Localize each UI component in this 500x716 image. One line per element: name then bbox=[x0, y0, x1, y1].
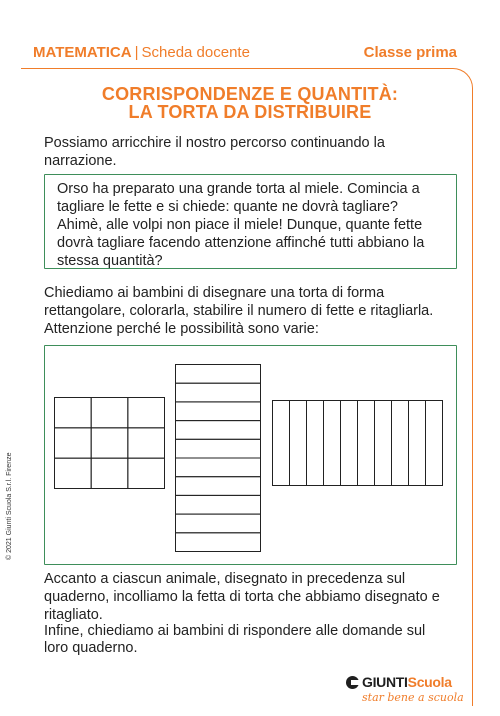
story-line-2: tagliare le fette e si chiede: quante ne dovrà tagliare? bbox=[57, 199, 398, 215]
cake-grid-3x3-slice bbox=[55, 398, 92, 428]
intro-line-1: Possiamo arricchire il nostro percorso continuando la bbox=[44, 135, 385, 151]
cake-horizontal-strips-slice bbox=[176, 439, 261, 458]
closing-line-5: loro quaderno. bbox=[44, 640, 138, 656]
closing-line-1: Accanto a ciascun animale, disegnato in precedenza sul bbox=[44, 571, 406, 587]
page-title-line-2: LA TORTA DA DISTRIBUIRE bbox=[128, 102, 372, 122]
cake-horizontal-strips bbox=[175, 364, 261, 552]
cake-vertical-strips-slice bbox=[409, 401, 426, 486]
cake-vertical-strips-drawing bbox=[272, 400, 443, 486]
page-title-line-1: CORRISPONDENZE E QUANTITÀ: bbox=[101, 84, 399, 104]
copyright-notice: © 2021 Giunti Scuola S.r.l. Firenze bbox=[6, 452, 13, 560]
cake-vertical-strips-slice bbox=[358, 401, 375, 486]
logo-tagline: star bene a scuola bbox=[362, 691, 464, 704]
story-line-1: Orso ha preparato una grande torta al miele. Comincia a bbox=[57, 181, 420, 197]
cake-vertical-strips-slice bbox=[392, 401, 409, 486]
cake-vertical-strips-slice bbox=[426, 401, 443, 486]
cake-horizontal-strips-slice bbox=[176, 514, 261, 533]
closing-line-3: ritagliato. bbox=[44, 607, 103, 623]
cake-vertical-strips-slice bbox=[290, 401, 307, 486]
sheet-type-label: Scheda docente bbox=[141, 44, 250, 61]
cake-grid-3x3-slice bbox=[91, 428, 128, 458]
cake-grid-3x3-drawing bbox=[54, 397, 165, 489]
closing-line-2: quaderno, incolliamo la fetta di torta che abbiamo disegnato e bbox=[44, 589, 440, 605]
cake-grid-3x3-slice bbox=[128, 458, 165, 488]
cake-grid-3x3 bbox=[54, 397, 165, 489]
cake-horizontal-strips-slice bbox=[176, 533, 261, 552]
cake-vertical-strips-slice bbox=[324, 401, 341, 486]
story-line-4: dovrà tagliare facendo attenzione affinché tutti abbiano la bbox=[57, 235, 425, 251]
cake-horizontal-strips-slice bbox=[176, 477, 261, 496]
cake-grid-3x3-slice bbox=[128, 398, 165, 428]
cake-vertical-strips-slice bbox=[307, 401, 324, 486]
cake-horizontal-strips-slice bbox=[176, 495, 261, 514]
instructions-line-3: Attenzione perché le possibilità sono varie: bbox=[44, 321, 319, 337]
cake-horizontal-strips-slice bbox=[176, 383, 261, 402]
header-subject bbox=[33, 44, 250, 61]
publisher-logo bbox=[362, 674, 452, 690]
logo-brand-suffix: Scuola bbox=[407, 674, 452, 690]
closing-line-4: Infine, chiediamo ai bambini di rispondere alle domande sul bbox=[44, 623, 426, 639]
logo-brand-text: GIUNTI bbox=[362, 674, 408, 690]
cake-horizontal-strips-slice bbox=[176, 402, 261, 421]
instructions-line-1: Chiediamo ai bambini di disegnare una torta di forma bbox=[44, 285, 385, 301]
class-level-label: Classe prima bbox=[363, 44, 457, 61]
cake-vertical-strips bbox=[272, 400, 443, 486]
instructions-line-2: rettangolare, colorarla, stabilire il numero di fette e ritagliarla. bbox=[44, 303, 434, 319]
cake-vertical-strips-slice bbox=[341, 401, 358, 486]
subject-label: MATEMATICA bbox=[33, 44, 132, 61]
cake-horizontal-strips-slice bbox=[176, 421, 261, 440]
cake-grid-3x3-slice bbox=[55, 458, 92, 488]
cake-grid-3x3-slice bbox=[128, 428, 165, 458]
cake-vertical-strips-slice bbox=[375, 401, 392, 486]
story-line-5: stessa quantità? bbox=[57, 253, 163, 269]
giunti-logo-icon bbox=[346, 676, 359, 689]
cake-horizontal-strips-slice bbox=[176, 365, 261, 384]
header-separator: | bbox=[134, 44, 139, 61]
cake-horizontal-strips-slice bbox=[176, 458, 261, 477]
cake-vertical-strips-slice bbox=[273, 401, 290, 486]
intro-line-2: narrazione. bbox=[44, 153, 117, 169]
cake-grid-3x3-slice bbox=[91, 398, 128, 428]
cake-grid-3x3-slice bbox=[55, 428, 92, 458]
cake-grid-3x3-slice bbox=[91, 458, 128, 488]
story-line-3: Ahimè, alle volpi non piace il miele! Dunque, quante fette bbox=[57, 217, 423, 233]
cake-horizontal-strips-drawing bbox=[175, 364, 261, 552]
